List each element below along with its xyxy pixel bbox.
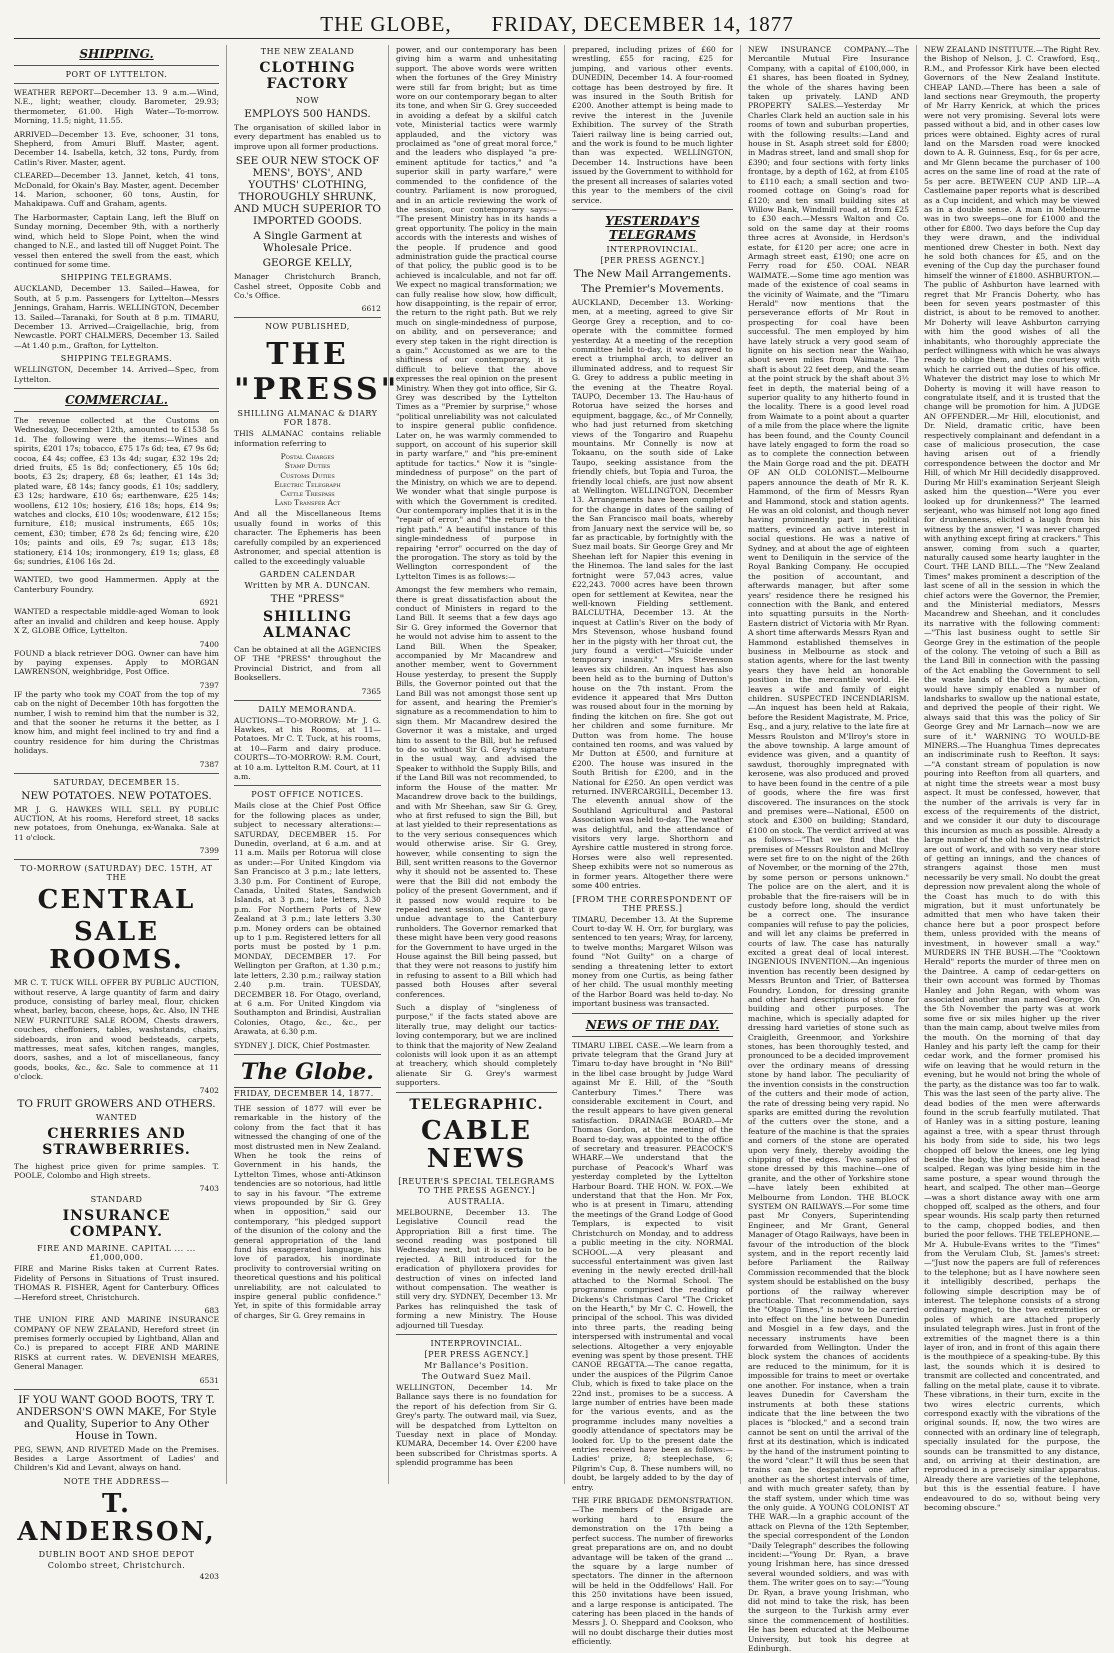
nz-heading: THE NEW ZEALAND [260,47,355,56]
suez-mail-heading: The Outward Suez Mail. [421,1371,532,1381]
ad-number: 7399 [199,846,219,856]
ad-number: 683 [204,1306,219,1316]
timaru-news: TIMARU, December 13. At the Supreme Court to-day W. H. Orr, for burglary, was sentenced to ten years; Wray, for larceny, to twelve months; Margaret Wilson was found "Not Guilty" on a charge of sending a threatening letter to extort money from one Curtis, as being father of her child. The usual monthly meeting of the Harbor Board was held to-day. No important business was transacted. [572,914,733,1009]
editorial-quote: Amongst the few members who remain, there is great dissatisfaction about the conduct of Ministers in regard to the Land Bill. It seems that a few days ago Sir G. Grey informed the Governor that he would not advise him to assent to the Land Bill. When the Speaker, accompanied by Mr Macandrew and another member, went to Government House yesterday, to present the Supply Bills, the Governor pointed out that the Land Bill was not amongst those sent up for assent, and hearing the Premier's signature as a recommendation to him to sign them. Mr Macandrew desired the Governor it was a mistake, and urged him to assent to the Bill, but he refused to do so without Sir G. Grey's signature in the usual way, and advised the Speaker to withhold the Supply Bills, and if the Land Bill was not recommended, to inform the House of the matter. Mr Macandrew drove back to the buildings, and with Mr Sheehan, saw Sir G. Grey, who at first refused to sign the Bill, but at last yielded to their representations as to the very serious consequences which would otherwise arise. Sir G. Grey, however, while consenting to sign the Bill, sent written reasons to the Governor why it should not be assented to. These were that the Bill did not embody the policy of the present Government, and if it passed now would require to be repealed next session, and that it gave undue advantage to the Canterbury runholders. The Governor remarked that these might have been very good reasons for the Government to have urged in the House against the Bill being passed, but that they were not reasons to justify him in refusing to assent to a Bill which had passed both Houses after several conferences. [396,585,557,999]
daily-memoranda-heading: DAILY MEMORANDA. [258,704,357,714]
column-1 [14,45,226,1581]
ad-number: 4203 [199,1571,219,1581]
ad-number: 7387 [199,759,219,769]
ad-woman-wanted: WANTED a respectable middle-aged Woman to look after an invalid and children and keep house. Apply X Z, GLOBE Office, Lyttelton. [14,607,219,636]
commercial-heading: COMMERCIAL. [65,392,168,407]
ad-found-dog: FOUND a black retriever DOG. Owner can have him by paying expenses. Apply to MORGAN LAWRENSON, weighbridge, Post Office. [14,648,219,677]
garden-calendar: GARDEN CALENDAR [259,569,356,579]
clothing-factory-heading: CLOTHING FACTORY [259,60,356,92]
wanted-label: WANTED [95,1112,138,1122]
anderson-heading: T. ANDERSON, [17,1488,216,1547]
now-label: NOW [295,96,320,105]
customs-report: The revenue collected at the Customs on Wednesday, December 12th, amounted to £1538 5s 1d. The following were the items:—Wines and spirits, £201 17s; tobacco, £75 17s 6d; tea, £7 9s 6d; cocoa, £4 4s; coffee, £3 13s 4d; sugar, £32 19s 2d; dried fruits, £5 1s 8d; confectionery, £5 10s 6d; boots, £3 2s; drapery, £8 6s; leather, £1 14s 3d; plated ware, £8 14s; fancy goods, £1 10s; saddlery, £3 12s; hardware, £10 6s; earthenware, £25 14s; woollens, £12 10s; hosiery, £16 18s; hops, £14 9s; watches and clocks, £10 10s; woodenware, £12 15s; furniture, £18; musical instruments, £65 10s; cement, £30; timber, £78 2s 6d; fencing wire, £20 10s; paints and oils, £9 7s; sugar, £13 18s; stationery, £14 10s; ironmongery, £19 1s; glass, £8 6s; sundries, £106 16s 2d. [14,415,219,567]
editorial-continued: power, and our contemporary has been giving him a warm and unhesitating support. The above words were written when the fortunes of the Grey Ministry were still far from bright; but as time wore on our contemporary began to alter its tone, and when Sir G. Grey succeeded in avoiding a defeat by a skilful catch vote, Ministerial tactics were warmly applauded, and the victory was proclaimed as "one of great moral force," and the leaders who displayed "a pre-eminent aptitude for tactics," and "a superior skill in party warfare," were commended to the confidence of the country. Parliament is now prorogued, and in an article reviewing the work of the session, our contemporary says:— "The present Ministry has in its hands a great opportunity. The policy in the main accords with the interests and wishes of the people. If prudence and good administration guide the practical course of that policy, the public good is to be achieved is incalculable, and not far off. We expect no magical transformation; we can fully realise how slow, how difficult, how disappointing, is the repair of error, the return to the right path. But we rely much on single-mindedness of purpose, on ability, and on perseverance; and every step taken in the right direction is a gain." Accustomed as we are to the shiftiness of our contemporary, it is difficult to believe that the above expresses the real opinion on the present Ministry. When they got into office, Sir G. Grey was described by the Lyttelton Times as a "Premier by surprise," whose "political unreliability was not calculated to inspire general public confidence. Later on, he was warmly commended to support, on account of his superior skill in party warfare," and "his pre-eminent aptitude for tactics." Now it is "single-mindedness of purpose" on the part of the Ministry, on which we are to depend. We wonder what that single purpose is with which the Government is credited. Our contemporary implies that it is in the "repair of error," and "the return to the right path." A beautiful instance of this single-mindedness of purpose in repairing "error" occurred on the day of the prorogation. The story as told by the Wellington correspondent of the Lyttelton Times is as follows:— [396,45,557,581]
ad-coat: IF the party who took my COAT from the top of my cab on the night of December 10th has forgotten the number, I wish to remind him that the number is 32, and that the sooner he returns it the better, as I know him, and might feel inclined to try and find a country residence for him during the Christmas holidays. [14,689,219,756]
shipping-telegrams-2-heading: SHIPPING TELEGRAMS. [60,354,173,364]
telegraphic-heading: TELEGRAPHIC. [409,1096,544,1113]
shipping-telegrams-2: WELLINGTON, December 14. Arrived—Spec, from Lyttelton. [14,365,219,384]
mail-arrangements-heading: The New Mail Arrangements. [573,267,732,280]
tomorrow-heading: TO-MORROW (SATURDAY) DEC. 15TH, AT THE [20,864,213,883]
agency-credit: [PER PRESS AGENCY.] [424,1349,529,1359]
agencies-text: Can be obtained at all the AGENCIES OF THE "PRESS" throughout the Provincial District, and from all Booksellers. [234,644,381,683]
boots-heading: IF YOU WANT GOOD BOOTS, TRY T. ANDERSON'S OWN MAKE, For Style and Quality, Superior to Any Other House in Town. [16,1393,217,1442]
ballance-heading: Mr Ballance's Position. [424,1360,529,1370]
standard-label: STANDARD [90,1195,143,1205]
paper-name: THE GLOBE, [320,12,452,36]
almanac-item: Electric Telegraph [274,479,341,489]
news-items-continued: NEW INSURANCE COMPANY.—The Mercantile Mutual Fire Insurance Company, with a capital of £100,000, in £1 shares, has been floated in Sydney, the whole of the shares having been taken up privately. LAND AND PROPERTY SALES.—Yesterday Mr Charles Clark held an auction sale in his rooms of town and suburban properties, with the following results:—Land and house in St. Asaph street sold for £800; in Madras street, land and small shop for £390; and four sections with forty links frontage, by a depth of 162, at from £105 to £110 each; a small section and two-roomed cottage on Going's road for £120; and ten small building sites at Willow Bank, Windmill road, at from £25 to £30 each.—Messrs Walton and Co. sold on the same day at their rooms three acres at Avonside, in Herdson's estate, for £120 per acre; one acre in Armagh street east, £190; one acre on Ferry road for £50. COAL NEAR WAIMATE.—Some time ago mention was made of the existence of coal seams in the vicinity of Waimate, and the "Timaru Herald" now mentions that the perseverance efforts of Mr Rout in prospecting for coal have been successful. The men employed by him have lately struck a very good seam of lignite on his section near the Waihao, about seven miles from Waimate. The shaft is about 22 feet deep, and the seam at the point struck by the shaft about 3½ feet in depth, the material being of a superior quality to any hitherto found in the locality. There is a good level road from Waimate to a point about a quarter of a mile from the place where the lignite has been found, and the County Council have lately engaged to form the road so as to complete the connection between the Main Gorge road and the pit. DEATH OF AN OLD COLONIST.—Melbourne papers announce the death of Mr R. K. Hammond, of the firm of Messrs Ryan and Hammond, stock and station agents. He was an old colonist, and though never having prominently part in political matters, evinced an active interest in social questions. He was a native of Sydney, and at about the age of eighteen went to Deniliquin in the service of the Royal Banking Company. He occupied the position of accountant, and afterwards manager, but after some years' residence there he resigned his connection with the Bank, and entered into squatting pursuits in the North-Eastern district of Victoria with Mr Ryan. A short time afterwards Messrs Ryan and Hammond established themselves in business in Melbourne as stock and station agents, where for the last twenty years they have held an honorable position in the mercantile world. He leaves a wife and family of eight children. SUSPECTED INCENDIARISM.—An inquest has been held at Rakaia, before the Resident Magistrate, M. Price, Esq., and a jury, relative to the late fire at Messrs Roulston and M'Ilroy's store in the above township. A large amount of evidence was given, and a quantity of sawdust, thoroughly impregnated with kerosene, was also produced and proved to have been found in the centre of a pile of goods, where the fire was first discovered. The insurances on the stock and premises were—National, £500 on stock and £300 on building; Standard, £100 on stock. The verdict arrived at was as follows:—"That we find that the premises of Messrs Roulston and McIlroy were set fire to on the night of the 26th of November, or the morning of the 27th, by some person or persons unknown." The police are on the alert, and it is probable that the fire-raisers will be in custody before long, should the verdict be a correct one. The insurance companies will refuse to pay the policies, and will let any claims be preferred in courts of law. The case has naturally excited a great deal of local interest. INGENIOUS INVENTION.—An ingenious invention has recently been designed by Messrs Brunton and Trier, of Battersea Foundry, London, for dressing granite and other hard descriptions of stone for building and other purposes. The machine, which is specially adapted for dressing hard varieties of stone such as Craigleith, Greenmoor, and Yorkshire stones, has been thoroughly tested, and pronounced to be a decided improvement over the ordinary means of dressing stone by hand labor. The peculiarity of the invention consists in the construction of the cutters and their mode of action, the rate of dressing being very rapid. No sparks are emitted during the revolution of the cutters over the stone, and a feature of the machine is that the spraies and corners of the stone are operated upon very finely, thereby avoiding the chipping of the edges. Two samples of stone dressed by this machine—one of granite, and the other of Yorkshire stone—have lately been exhibited at Melbourne from London. THE BLOCK SYSTEM ON RAILWAYS.—For some time past Mr Conyers, Superintending Engineer, and Mr Grant, General Manager of Otago Railways, have been in favour of the introduction of the block system, and in the report recently laid before Parliament the Railway Commission recommended that the block system should be established on the busy portions of the railway wherever practicable. That recommendation, says the "Otago Times," is now to be carried into effect on the line between Dunedin and Mosgiel in a few days, and the necessary instruments have been forwarded from Wellington. Under the block system the chances of accidents are reduced to the minimum, for it is impossible for trains to meet or overtake one another. For instance, when a train leaves Dunedin for Caversham the instruments at both these stations indicate that the line between the two places is "blocked," and a second train cannot be sent on until the arrival of the first at its destination, which is indicated by the hand of the instrument pointing to the word "clear." It will thus be seen that trains can be despatched one after another as the shortest intervals of time, and with much greater safety, than by the staff system, under which time was the only guide. A YOUNG COLONIST AT THE WAR.—In a graphic account of the attack on Plevna of the 12th September, the special correspondent of the London "Daily Telegraph" describes the following incident:—"Young Dr. Ryan, a brave young Irishman here, has since dressed several wounded soldiers, and was with them. The writer goes on to say:—"Young Dr. Ryan, a brave young Irishman, who did not mind to take the risk, has been the surgeon to the Turkish army ever since the commencement of hostilities. He has been educated at the Melbourne University, but took his degree at Edinburgh. [748,45,909,1653]
weather-report: WEATHER REPORT—December 13. 9 a.m.—Wind, N.E., light; weather, cloudy. Barometer, 29.93; thermometer, 61.00. High Water—To-morrow. Morning, 11.5; night, 11.55. [14,88,219,126]
stock-text: SEE OUR NEW STOCK OF MENS', BOYS', AND YOUTHS' CLOTHING, THOROUGHLY SHRUNK, AND MUCH SUPERIOR TO IMPORTED GOODS. [234,155,381,228]
news-items-final: NEW ZEALAND INSTITUTE.—The Right Rev. the Bishop of Nelson, J. C. Crawford, Esq., R.M., and Professor Kirk have been elected Governors of the New Zealand Institute. CHEAP LAND.—There has been a sale of land sections near Greymouth, the property of Mr Harry Kenrick, at which the prices were not very promising. Several lots were passed without a bid, and in other cases low prices were obtained. Eighty acres of rural land on the Marsden road were knocked down to A. R. Guinness, Esq., for 6s per acre, and Mr Glenn became the purchaser of 100 acres on the same line of road at the rate of 5s per acre. BETWEEN CUP AND LIP.—A Castlemaine paper reports what is described as a Cup incident, and which may be viewed as in a double sense. A man in Melbourne was in two sweeps—one for £1000 and the other for £800. Two days before the Cup day they were drawn, and the individual mentioned drew Chester in both. Next day he sold both chances for £5, and on the evening of the Cup day the purchaser found himself the winner of £1800. ASHBURTON.—The public of Ashburton have learned with regret that Mr Francis Doherty, who has been for seven years postmaster of this district, is about to be removed to another. Mr Doherty will leave Ashburton carrying with him the good wishes of all the inhabitants, who thoroughly appreciate the perfect willingness with which he was always ready to oblige them, and the courtesy with which he carried out the duties of his office. Whatever the district may lose to which Mr Doherty is moving it will have reason to congratulate itself, and it is trusted that the change will be promotion for him. A JUDGE AN OFFENDER.—Mr Hill, elocutionist, and Dr. Nield, dramatic critic, have been respectively complainant and defendant in a case of malicious prosecution, the case having arisen out of a friendly correspondence between the doctor and Mr Hill, of which Mr Hill decidedly disapproved. During Mr Hill's examination Serjeant Sleigh asked him the question—"Were you ever looked up for drunkenness?" The learned serjeant, who was himself not long ago fined for drunkenness, elicited a laugh from his witness by the answer, "I was never charged with anything except firing at crackers." This answer, coming from such a quarter, naturally caused some hearty laughter in the Court. THE LAND BILL.—The "New Zealand Times" makes prominent a description of the last scene of all in the session in which the chief actors were the Governor, the Premier, and the Ministerial mediators, Messrs Macandrew and Sheehan, and it concludes its narrative with the following comment:—"This last business ought to settle Sir George Grey in the estimation of the people of the colony. The vetoing of such a Bill as the Land Bill in connection with the passing of the Act enabling the Government to sell the waste lands of the Crown by auction, would have simply enabled a number of landsharks to swallow up the national estate, and deprived the people of their right. We always said that this was the policy of Sir George Grey and Mr Larnach—now we are sure of it." WARNING TO WOULD-BE MINERS.—The Huanghua Times deprecates an indiscriminate rush to Reefton. It says:—"A constant stream of population is now pouring into Reefton from all quarters, and at night time the streets wear a most busy aspect. It must be confessed, however, that the number of the arrivals is very far in excess of the requirements of the district, and we consider it our duty to discourage this incursion as much as possible. Already a large number of the old hands in the district are out of work, and with so very near store of getting an innings, and the chances of strangers against those men must necessarily be very small. No doubt the great depression now prevalent along the whole of the Coast has much to do with this migration, but it must unfortunately be admitted that men who have taken their chance here but a poor prospect before them, unless provided with the means of investment, in however small a way." MURDERS IN THE BUSH.—The "Cooktown Herald" reports the murder of three men on the Daintree. A camp of cedar-getters on their own account was formed by Thomas Hanley and John Regan, with whom was associated another man named George. On the 5th November the party was at work some five or six miles higher up the river than the main camp, about twelve miles from the mouth. On the morning of that day Hanley and his party left the camp for their cedar work, and the former promised his wife on leaving that he would return in the evening, but he would not bring the whole of the party, as the distance was too far to walk. This was the last seen of the party alive. The dead bodies of the men were afterwards found in the scrub fearfully mutilated. That of Hanley was in a sitting posture, leaning against a tree, with a spear thrust through his body from side to side, his two legs chopped off below the knees, one leg lying beside the body, the other missing; the head scalped. Regan was lying beside him in the same posture, a spear wound through the heart, and scalped. The other man—George—was a short distance away with one arm chopped off, scalped as the others, and four spear wounds. His scalp party then returned to the camp, chopped bodies, and then buried the poor fellows. THE TELEPHONE.—Mr A. Hubule-Evans writes to the "Times" from the Verulam Club, St. James's street:—"Just now the papers are full of references to the telephone; but as I have nowhere seen it intelligibly described, perhaps the following simple description may be of interest. The telephone consists of a strong ordinary magnet, to the two extremities or poles of which are attached properly insulated telegraph wires. Just in front of the extremities of the magnet there is a thin layer of iron, and in front of this again there is the mouthpiece of a speaking-tube. By this last, the sounds which it is desired to transmit are collected and concentrated, and falling on the metal plate, cause it to vibrate. These vibrations, in their turn, excite in the two wires electric currents, which correspond exactly with the vibrations of the original sounds. If, now, the two wires are connected with an ordinary line of telegraph, specially insulated for the purpose, the sounds can be transmitted to any distance, and, on arriving at their destination, are reproduced in a precisely similar apparatus. Already there are varieties of the telephone, but this is the essential feature. I have endeavoured to do so, without being very becoming obscure." [924,45,1100,1512]
note-address: NOTE THE ADDRESS— [63,1476,170,1486]
postmaster-signature: SYDNEY J. DICK, Chief Postmaster. [234,1040,371,1050]
kelly-name: GEORGE KELLY, [262,257,353,270]
sale-rooms-heading: SALE ROOMS. [49,917,184,976]
shipping-telegrams-heading: SHIPPING TELEGRAMS. [60,273,173,283]
now-published: NOW PUBLISHED, [265,322,350,332]
almanac-description: And all the Miscellaneous Items usually found in works of this character. The Ephemeris has been carefully compiled by an experienced Astronomer, and special attention is called to the exceedingly valuable [234,509,381,566]
editorial-conclusion: Such a display of "singleness of purpose," if the facts stated above are literally true, may delight our tactics-loving contemporary, but we are inclined to think that the majority of New Zealand colonists will look upon it as an attempt at treachery, which should completely alienate Sir G. Grey's warmest supporters. [396,1003,557,1088]
agency-credit: [PER PRESS AGENCY.] [600,255,705,265]
almanac-item: Land Transfer Act [274,498,341,508]
dublin-depot: DUBLIN BOOT AND SHOE DEPOT [38,1549,195,1559]
post-office-heading: POST OFFICE NOTICES. [251,790,364,800]
kelly-address: Manager Christchurch Branch, Cashel street, Opposite Cobb and Co.'s Office. [234,272,381,301]
column-4 [564,45,740,1647]
interprovincial-heading: INTERPROVINCIAL. [606,244,699,254]
ad-number: 7397 [199,680,219,690]
ad-number: 7400 [199,639,219,649]
news-of-the-day-heading: NEWS OF THE DAY. [585,1017,720,1032]
cable-news-heading: CABLE NEWS [421,1115,532,1174]
press-title: THE "PRESS" [234,337,400,408]
premier-movements-heading: The Premier's Movements. [581,282,724,295]
saturday-heading: SATURDAY, DECEMBER 15. [53,777,180,787]
duncan-credit: Written by MR A. DUNCAN. [244,580,371,590]
column-3 [388,45,564,1484]
press-title-2: THE "PRESS" [270,592,345,605]
employs-heading: EMPLOYS 500 HANDS. [244,108,371,120]
masthead [14,12,1100,39]
ad-hammermen: WANTED, two good Hammermen. Apply at the Canterbury Foundry. [14,575,219,594]
yesterdays-telegrams-heading: YESTERDAY'S TELEGRAMS [605,213,700,242]
ad-number: 7402 [199,1085,219,1095]
potatoes-heading: NEW POTATOES. NEW POTATOES. [21,789,212,802]
fruit-growers-heading: TO FRUIT GROWERS AND OTHERS. [17,1097,216,1110]
shipping-heading: SHIPPING. [79,47,154,61]
ad-hawkes-auction: MR J. G. HAWKES WILL SELL BY PUBLIC AUCTION, At his rooms, Hereford street, 18 sacks new potatoes, from Onehunga, ex-Wanaka. Sale at 11 o'clock. [14,804,219,842]
interprovincial-heading: INTERPROVINCIAL. [430,1338,523,1348]
almanac-item: Stamp Duties [284,461,331,471]
almanac-subtitle: SHILLING ALMANAC & DIARY FOR 1878. [237,409,378,428]
telegrams-body: AUCKLAND, December 13. Working-men, at a meeting, agreed to give Sir George Grey a reception, and to co-operate with the committee formed yesterday. At a meeting of the reception committee held to-day, it was agreed to erect a triumphal arch, to deliver an illuminated address, and to request Sir G. Grey to address a public meeting in the evening at the Theatre Royal. TAUPO, December 13. The Hau-haus of Rotorua have seized the horses and equipment, baggage, &c., of Mr Connelly, who had just returned from sketching views of the Tongariro and Ruapehu mountains. Mr Connelly is now at Tokaanu, on the south side of Lake Taupo, seeking assistance from the friendly chiefs, but Topia and Turoa, the friendly local chiefs, are just now absent at Wellington. WELLINGTON, December 13. Arrangements have been completed for the change in dates of the sailing of the San Francisco mail boats, whereby from January next the service will be, so far as practicable, by fortnightly with the Suez mail boats. Sir George Grey and Mr Sheehan left for Napier this evening in the Hinemoa. The land sales for the last fortnight were 57,043 acres, value £22,243. 7000 acres have been thrown open for settlement at Kewitea, near the well-known Fielding settlement. BALCLUTHA, December 13. At the inquest at Catlin's River on the body of Mrs Stevenson, whose husband found her in the pigsty with her throat cut, the jury found a verdict—"Suicide under temporary insanity." Mrs Stevenson leaves six children. An inquest has also been held as to the burning of Dutton's house on the 7th instant. From the evidence it appeared that Mrs Dutton was roused about four in the morning by finding the kitchen on fire. She got out her children and some furniture. Mr Dutton was from home. The house contained ten rooms, and was valued by Mr Dutton at £500, and furniture at £200. The house was insured in the South British for £200, and in the National for £250. An open verdict was returned. INVERCARGILL, December 13. The eleventh annual show of the Southland Agricultural and Pastoral Association was held to-day. The weather was delightful, and the attendance of visitors very large. Shorthorn and Ayrshire cattle mustered in strong force. Horses were also well represented. Sheep exhibits were not so numerous as in former years. Altogether there were some 400 entries. [572,297,733,891]
ad-poole: The highest price given for prime samples. T. POOLE, Colombo and High streets. [14,1161,219,1181]
shipping-telegrams: AUCKLAND, December 13. Sailed—Hawea, for South, at 5 p.m. Passengers for Lyttelton—Messrs Jennings, Graham, Harris. WELLINGTON, December 13. Sailed—Taranaki, for South at 8 p.m. TIMARU, December 13. Arrived—Craigellachie, brig, from Newcastle. PORT CHALMERS, December 13. Sailed—At 1.40 p.m., Grafton, for Lyttelton. [14,284,219,350]
telegrams-continued: prepared, including prizes of £60 for wrestling, £55 for racing, £25 for jumping, and various other events. DUNEDIN, December 14. A four-roomed cottage has been destroyed by fire. It was insured in the South British for £200. Another attempt is being made to revive the interest in the Juvenile Exhibition. The survey of the Strath Taieri railway line is being carried out, and the work is found to be much lighter than was expected. WELLINGTON, December 14. Instructions have been issued by the Government to withhold for the present all increases of salaries voted this year to the members of the civil service. [572,45,733,205]
almanac-item: Cattle Trespass [280,489,335,499]
ad-number: 6612 [361,304,381,314]
almanac-item: Postal Charges [280,452,335,462]
reuter-credit: [REUTER'S SPECIAL TELEGRAMS TO THE PRESS AGENCY.] [398,1176,555,1195]
column-6 [916,45,1100,1512]
colombo-street: Colombo street, Christchurch. [47,1560,186,1570]
organisation-text: The organisation of skilled labor in every department has enabled us to improve upon all former productions. [234,123,381,151]
shilling-almanac: SHILLING ALMANAC [263,608,352,641]
ad-union-insurance: THE UNION FIRE AND MARINE INSURANCE COMPANY OF NEW ZEALAND, Hereford street (in premises formerly occupied by Lightband, Allan and Co.) is prepared to accept FIRE AND MARINE RISKS at current rates. W. DEVENISH MEARES, General Manager. [14,1315,219,1372]
arrived-list: ARRIVED—December 13. Eve, schooner, 31 tons, Shepherd, from Amuri Bluff. Master, agent. December 14. Isabella, ketch, 32 tons, Purdy, from Catlin's River. Master, agent. [14,129,219,167]
port-heading: PORT OF LYTTELTON. [65,70,168,79]
fire-marine-label: FIRE AND MARINE. CAPITAL ... ... £1,000,000. [37,1244,196,1263]
insurance-heading: INSURANCE COMPANY. [62,1208,171,1241]
column-2 [226,45,400,1484]
cleared-list: CLEARED—December 13. Jannet, ketch, 41 tons, McDonald, for Okain's Bay. Master, agent. December 14. Marion, schooner, 60 tons, Austin, for Mahakipawa. Cuff and Graham, agents. [14,171,219,209]
ad-number: 7403 [199,1184,219,1194]
column-5 [740,45,916,1653]
almanac-item: Customs Duties [280,470,335,480]
wholesale-text: A Single Garment at Wholesale Price. [253,230,362,255]
central-heading: CENTRAL [37,885,196,916]
fire-brigade-item: THE FIRE BRIGADE DEMONSTRATION.—The members of the Brigade are working hard to ensure the demonstration on the 17th being a perfect success. The number of fireworks great preparations are on, and no doubt advantage will be taken of the grand ... the square by a large number of spectators. The dinner in the afternoon will be held in the Oddfellows' Hall. For this 250 invitations have been issued, and a large response is anticipated. The catering has been placed in the hands of Messrs J. O. Sheppard and Cookson, who will no doubt discharge their duties most efficiently. [572,1496,733,1647]
cherries-heading: CHERRIES AND STRAWBERRIES. [42,1125,191,1158]
issue-date: FRIDAY, DECEMBER 14, 1877 [491,12,794,36]
correspondent-credit: [FROM THE CORRESPONDENT OF THE PRESS.] [572,894,733,913]
ad-number: 6531 [199,1375,219,1385]
ad-number: 7365 [361,686,381,696]
ad-number: 6921 [199,598,219,608]
news-items: TIMARU LIBEL CASE.—We learn from a private telegram that the Grand Jury at Timaru to-day have brought in "No Bill" in the libel case brought by Judge Ward against Mr E. Hill, of the "South Canterbury Times." There was considerable excitement in Court, and the result appears to have given general satisfaction. DRAINAGE BOARD.—Mr Thomas Gordon, at the meeting of the Board to-day, was appointed to the office of secretary and treasurer. PEACOCK'S WHARF.—We understand that the purchase of Peacock's Wharf was yesterday completed by the Lyttelton Harbour Board. THE HON. W. FOX.—We understand that that the Hon. Mr Fox, who is at present in Timaru, attending the meetings of the Grand Lodge of Good Templars, is expected to visit Christchurch on Monday, and to address a public meeting in the city. NORMAL SCHOOL.—A very pleasant and successful entertainment was given last evening in the newly erected drill-hall attached to the Normal School. The programme comprised the reading of Dickens's Christmas Carol "The Cricket on the Hearth," by Mr C. C. Howell, the principal of the school. This was divided into three parts, the reading being interspersed with instrumental and vocal selections. Altogether a very enjoyable evening was spent by those present. THE CANOE REGATTA.—The canoe regatta, under the auspices of the Pilgrim Canoe Club, which is fixed to take place on the 22nd inst., promises to be a success. A large number of entries have been made for the various events, and as the programme includes many novelties a goodly attendance of spectators may be looked for. Up to the present date the entries received have been as follows:—Ladies' prize, 8; steeplechase, 6; Pilgrim's Cup, 8. These numbers will, no doubt, be largely added to by the day of entry. [572,1040,733,1492]
ad-fisher: FIRE and Marine Risks taken at Current Rates. Fidelity of Persons in Situations of Trust insured. THOMAS R. FISHER, Agent for Canterbury. Offices—Hereford street, Christchurch. [14,1264,219,1302]
pegs-text: PEG, SEWN, AND RIVETED Made on the Premises. Besides a Large Assortment of Ladies' and Children's Kid and Levant, always on hand. [14,1444,219,1473]
australia-heading: AUSTRALIA. [448,1196,505,1206]
almanac-intro: THIS ALMANAC contains reliable information referring to [234,429,381,448]
almanac-contents [234,452,381,507]
australia-news: MELBOURNE, December 13. The Legislative Council read the Appropriation Bill a first time. The second reading was postponed till Wednesday next, but it is certain to be rejected. A Bill introduced for the eradication of phylloxera provides for destruction of vines on infected land without compensation. The weather is still very dry. SYDNEY, December 13. Mr Parkes has relinquished the task of forming a new Ministry. The House adjourned till Tuesday. [396,1207,557,1330]
editorial-text: THE session of 1877 will ever be remarkable in the history of the colony from the fact that it has witnessed the changing of one of the most distrusted men in New Zealand. When he took the reins of Government in his hands, the Lyttelton Times, whose anti-Atkinson tendencies are so notorious, had little to say in his favour. "The extreme views propounded by Sir G. Grey when in opposition," said our contemporary, "his pledged support of the disunion of the colony and the general appropriation of the land fund his exaggerated language, his love of paradox, his inordinate proclivity to controversial writing on theoretical questions and his political unreliability, are not calculated to inspire general public confidence." Yet, in spite of this formidable array of charges, Sir G. Grey remains in [234,1103,381,1320]
pilot-note: The Harbormaster, Captain Lang, left the Bluff on Sunday morning, December 9th, with a northerly wind, which held to Slope Point, when the wind changed to N.E., and lasted till off Nugget Point. The vessel then entered the swell from the east, which continued for some time. [14,212,219,269]
auctions-list: AUCTIONS—TO-MORROW: Mr J. G. Hawkes, at his Rooms, at 11—Potatoes. Mr C. T. Tuck, at his rooms, at 10—Farm and dairy produce. COURTS—TO-MORROW: R.M. Court, at 10 a.m. Lyttelton R.M. Court, at 11 a.m. [234,715,381,781]
editorial-dateline: FRIDAY, DECEMBER 14, 1877. [234,1087,381,1100]
interprovincial-news: WELLINGTON, December 14. Mr Ballance says there is no foundation for the report of his defection from Sir G. Grey's party. The outward mail, via Suez, will be despatched from Lyttelton on Tuesday next in place of Monday. KUMARA, December 14. Over £200 have been subscribed for Christmas sports. A splendid programme has been [396,1382,557,1468]
mails-notice: Mails close at the Chief Post Office for the following places as under, subject to necessary alterations:— SATURDAY, DECEMBER 15. For Dunedin, overland, at 6 a.m. and at 11 a.m. Mails per Rotorua will close as under:—For United Kingdom via San Francisco at 3 p.m.; late letters, 3.30 p.m. For Continent of Europe, Canada, United States, Sandwich Islands, at 3 p.m.; late letters, 3.30 p.m. For Northern Ports of New Zealand at 3 p.m.; late letters 3.30 p.m. Money orders can be obtained up to 1 p.m. Registered letters for all ports must be posted by 1 p.m. MONDAY, DECEMBER 17. For Wellington per Grafton, at 1.30 p.m.; late letters, 2.30 p.m.; railway station 2.40 p.m. train. TUESDAY, DECEMBER 18. For Otago, overland, at 6 a.m. For United Kingdom via Southampton and Brindisi, Australian Colonies, Otago, &c., &c., per Arawata, at 6.30 p.m. [234,801,381,1037]
globe-logo: The Globe. [241,1058,374,1085]
columns [14,45,1100,1653]
ad-tuck-auction: MR C. T. TUCK WILL OFFER BY PUBLIC AUCTION, without reserve, A large quantity of farm and dairy produce, consisting of barley meal, flour, chicken wheat, barley, bacon, cheese, hops, &c. Also, IN THE NEW FURNITURE SALE ROOM, Chests drawers, couches, cheffoniers, tables, washstands, chairs, sideboards, iron and wood bedsteads, carpets, mattresses, meat safes, kitchen ranges, mangles, doors, sashes, and a lot of miscellaneous, fancy goods, books, &c., &c. Sale to commence at 11 o'clock. [14,978,220,1082]
